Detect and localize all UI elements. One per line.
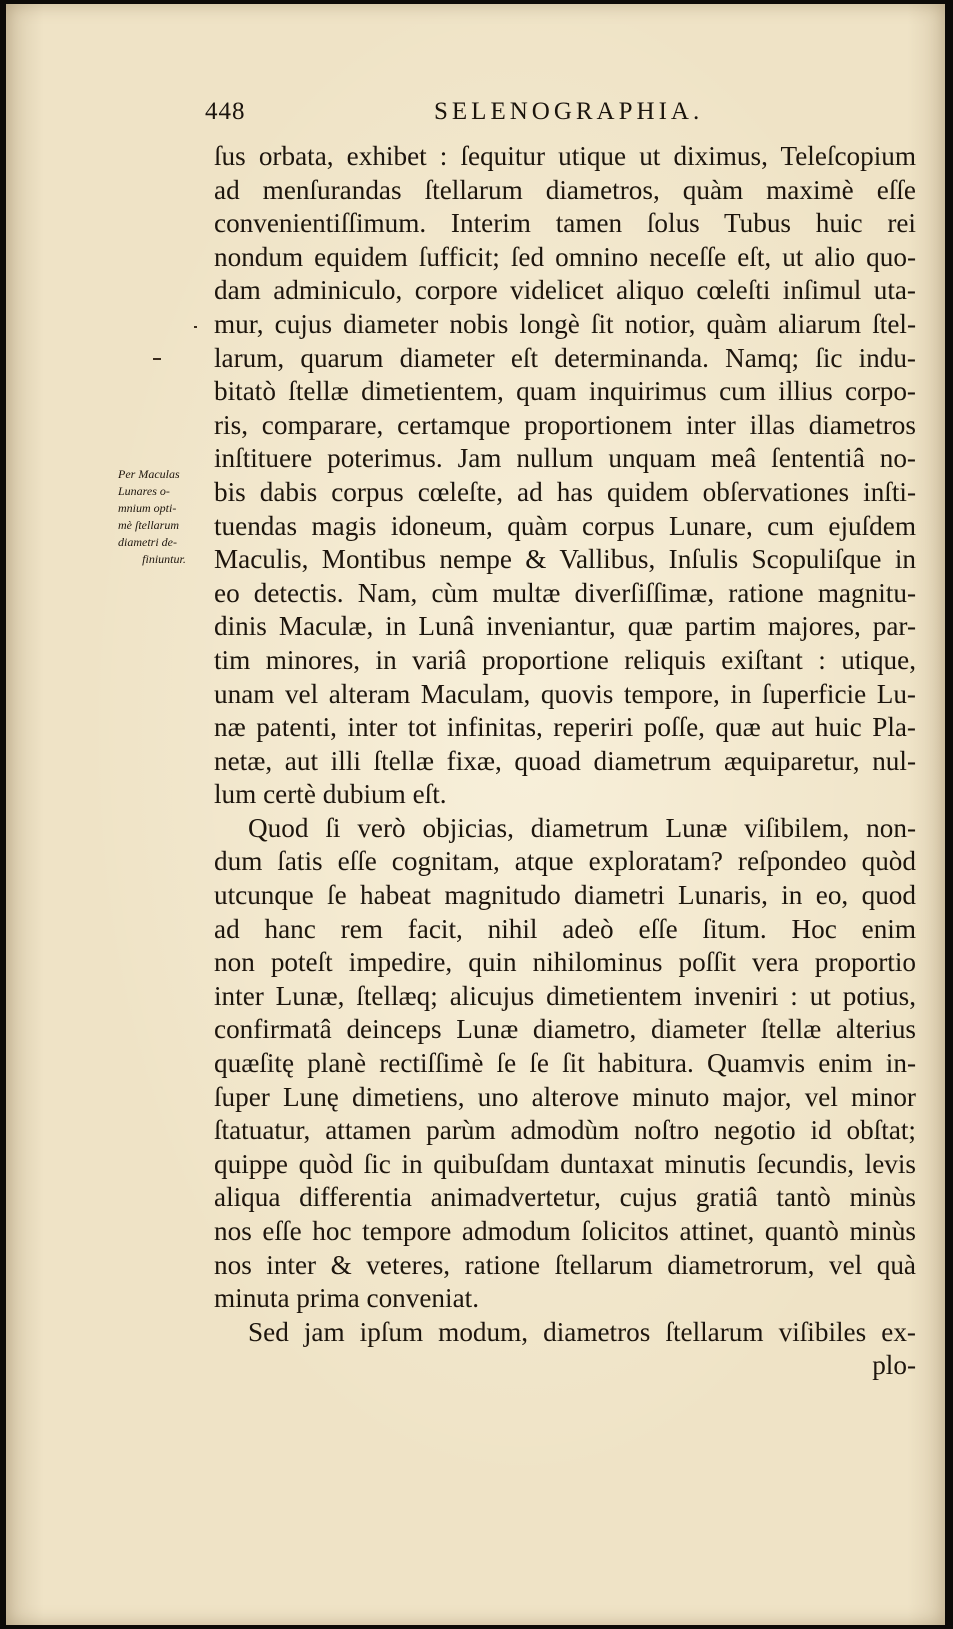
margin-mark — [194, 326, 197, 328]
text-line: minuta prima conveniat. — [214, 1283, 479, 1314]
text-line: inter Lunæ, ſtellæq; alicujus dimetientem inveniri : ut potius, — [214, 980, 916, 1011]
text-line: dinis Maculæ, in Lunâ inveniantur, quæ partim majores, par- — [214, 611, 916, 642]
text-line: inſtituere poterimus. Jam nullum unquam meâ ſententiâ no- — [214, 443, 916, 474]
text-line: ris, comparare, certamque proportionem inter illas diametros — [214, 409, 916, 440]
text-line: aliqua differentia animadvertetur, cujus gratiâ tantò minùs — [214, 1182, 916, 1213]
text-line: quæſitę planè rectiſſimè ſe ſe ſit habitura. Quamvis enim in- — [214, 1048, 916, 1079]
text-line: ſtatuatur, attamen parùm admodùm noſtro negotio id obſtat; — [214, 1115, 916, 1146]
running-title: SELENOGRAPHIA. — [434, 98, 704, 125]
text-line: dam adminiculo, corpore videlicet aliquo cœleſti inſimul uta- — [214, 275, 916, 306]
text-line: Sed jam ipſum modum, diametros ſtellarum viſibiles ex- — [248, 1316, 916, 1347]
text-line: mur, cujus diameter nobis longè ſit notior, quàm aliarum ſtel- — [214, 308, 916, 339]
text-line: convenientiſſimum. Interim tamen ſolus Tubus huic rei — [214, 208, 916, 239]
text-line: nos inter & veteres, ratione ſtellarum diametrorum, vel quà — [214, 1249, 916, 1280]
margin-mark — [153, 358, 161, 360]
text-line: tuendas magis idoneum, quàm corpus Lunare, cum ejuſdem — [214, 510, 916, 541]
marginal-note — [118, 466, 210, 568]
text-line: nondum equidem ſufficit; ſed omnino neceſſe eſt, ut alio quo- — [214, 241, 916, 272]
catchword: plo- — [872, 1350, 916, 1381]
text-line: unam vel alteram Maculam, quovis tempore, in ſuperficie Lu- — [214, 678, 916, 709]
marginal-note-line: mnium opti- — [118, 501, 177, 515]
text-line: lum certè dubium eſt. — [214, 779, 447, 810]
marginal-note-line: diametri de- — [118, 535, 177, 549]
text-line: quippe quòd ſic in quibuſdam duntaxat minutis ſecundis, levis — [214, 1148, 916, 1179]
text-line: næ patenti, inter tot infinitas, reperiri poſſe, quæ aut huic Pla- — [214, 712, 916, 743]
page-number: 448 — [205, 98, 246, 125]
text-line: ſuper Lunę dimetiens, uno alterove minuto major, vel minor — [214, 1081, 916, 1112]
text-line: tim minores, in variâ proportione reliquis exiſtant : utique, — [214, 644, 916, 675]
marginal-note-line: finiuntur. — [142, 552, 186, 566]
text-line: ſus orbata, exhibet : ſequitur utique ut diximus, Teleſcopium — [214, 141, 916, 171]
marginal-note-line: Per Maculas — [118, 467, 180, 481]
marginal-note-line: mè ſtellarum — [118, 518, 179, 532]
text-line: non poteſt impedire, quin nihilominus poſſit vera proportio — [214, 947, 916, 978]
text-line: bis dabis corpus cœleſte, ad has quidem obſervationes inſti- — [214, 476, 916, 507]
text-line: Quod ſi verò objicias, diametrum Lunæ viſibilem, non- — [248, 812, 916, 843]
body-text — [214, 140, 916, 1383]
text-line: dum ſatis eſſe cognitam, atque exploratam? reſpondeo quòd — [214, 846, 916, 877]
text-line: ad menſurandas ſtellarum diametros, quàm maximè eſſe — [214, 174, 916, 205]
text-line: Maculis, Montibus nempe & Vallibus, Inſulis Scopuliſque in — [214, 544, 916, 575]
book-page — [6, 4, 945, 1625]
text-line: ad hanc rem facit, nihil adeò eſſe ſitum. Hoc enim — [214, 913, 916, 944]
text-line: netæ, aut illi ſtellæ fixæ, quoad diametrum æquiparetur, nul- — [214, 745, 916, 776]
text-line: bitatò ſtellæ dimetientem, quam inquirimus cum illius corpo- — [214, 376, 916, 407]
text-line: eo detectis. Nam, cùm multæ diverſiſſimæ, ratione magnitu- — [214, 577, 916, 608]
text-line: larum, quarum diameter eſt determinanda. Namq; ſic indu- — [214, 342, 916, 373]
text-line: nos eſſe hoc tempore admodum ſolicitos attinet, quantò minùs — [214, 1216, 916, 1246]
marginal-note-line: Lunares o- — [118, 484, 170, 498]
text-line: utcunque ſe habeat magnitudo diametri Lunaris, in eo, quod — [214, 880, 916, 911]
text-line: confirmatâ deinceps Lunæ diametro, diameter ſtellæ alterius — [214, 1014, 916, 1045]
